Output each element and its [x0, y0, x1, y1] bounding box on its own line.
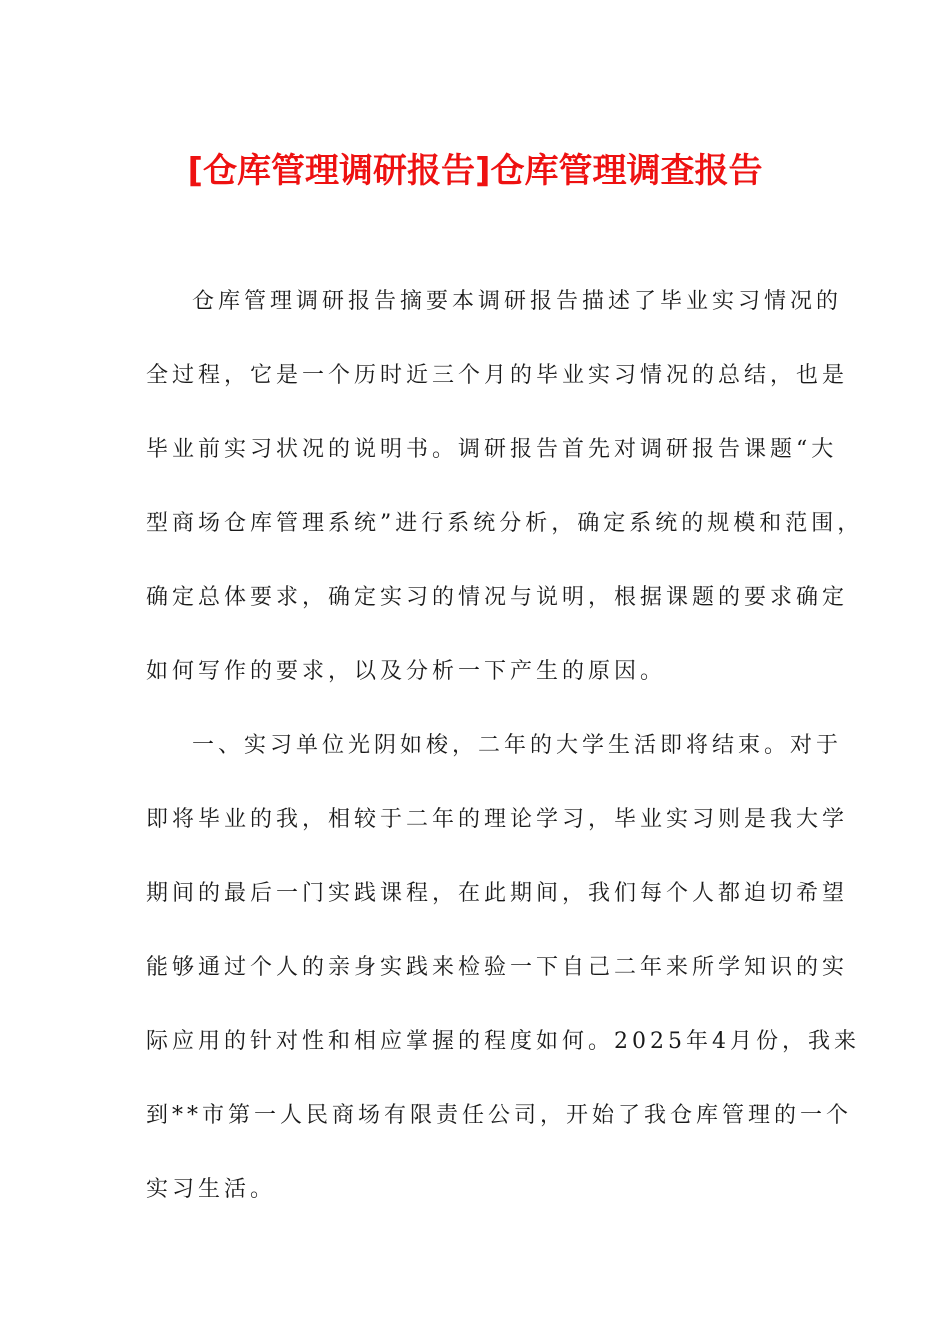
paragraph-line: 如何写作的要求，以及分析一下产生的原因。	[146, 659, 667, 684]
paragraph-2	[146, 724, 860, 1242]
document-body	[146, 280, 864, 1242]
paragraph-line: 毕业前实习状况的说明书。调研报告首先对调研报告课题“大	[146, 437, 838, 462]
paragraph-1	[146, 280, 864, 724]
paragraph-line: 即将毕业的我，相较于二年的理论学习，毕业实习则是我大学	[146, 807, 849, 832]
paragraph-line: 一、实习单位光阴如梭，二年的大学生活即将结束。对于	[192, 733, 843, 758]
paragraph-line: 实习生活。	[146, 1177, 277, 1202]
paragraph-line: 全过程，它是一个历时近三个月的毕业实习情况的总结，也是	[146, 363, 849, 388]
paragraph-line: 确定总体要求，确定实习的情况与说明，根据课题的要求确定	[146, 585, 849, 610]
paragraph-line: 到**市第一人民商场有限责任公司，开始了我仓库管理的一个	[146, 1103, 853, 1128]
paragraph-line: 仓库管理调研报告摘要本调研报告描述了毕业实习情况的	[192, 289, 843, 314]
paragraph-line: 际应用的针对性和相应掌握的程度如何。2025年4月份，我来	[146, 1029, 860, 1054]
paragraph-line: 期间的最后一门实践课程，在此期间，我们每个人都迫切希望	[146, 881, 849, 906]
paragraph-line: 能够通过个人的亲身实践来检验一下自己二年来所学知识的实	[146, 955, 849, 980]
document-title: [仓库管理调研报告]仓库管理调查报告	[187, 151, 763, 191]
paragraph-line: 型商场仓库管理系统”进行系统分析，确定系统的规模和范围，	[146, 511, 864, 536]
